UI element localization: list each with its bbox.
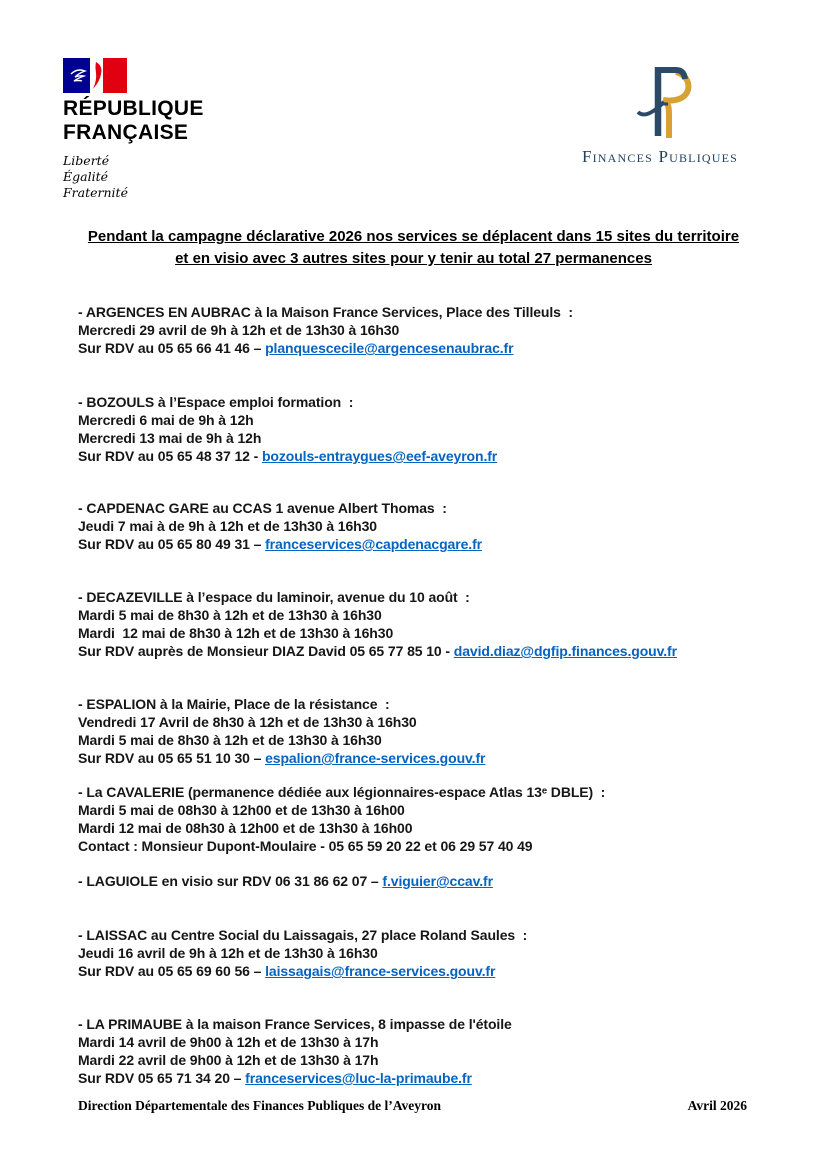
entry-heading: - LAISSAC au Centre Social du Laissagais, 27 place Roland Saules :	[78, 927, 528, 943]
entry-heading: - ARGENCES EN AUBRAC à la Maison France Services, Place des Tilleuls :	[78, 304, 573, 320]
fp-monogram-icon	[628, 60, 692, 140]
motto-fraternite: Fraternité	[63, 185, 128, 200]
entry-schedule-line: Jeudi 16 avril de 9h à 12h et de 13h30 à 16h30	[78, 945, 378, 961]
republique-francaise-logo	[63, 58, 204, 201]
entry-schedule-line: Vendredi 17 Avril de 8h30 à 12h et de 13h30 à 16h30	[78, 714, 417, 730]
entry-heading: - LA PRIMAUBE à la maison France Services, 8 impasse de l'étoile	[78, 1016, 512, 1032]
entry-schedule-line: Mardi 12 mai de 8h30 à 12h et de 13h30 à 16h30	[78, 625, 394, 641]
republique-line1: RÉPUBLIQUE	[63, 97, 204, 120]
entry-la-cavalerie	[78, 783, 757, 855]
entry-contact-line	[78, 962, 757, 980]
entry-schedule-line: Mardi 5 mai de 8h30 à 12h et de 13h30 à 16h30	[78, 732, 382, 748]
entry-schedule-line: Mercredi 6 mai de 9h à 12h	[78, 412, 254, 428]
entry-laguiole	[78, 872, 757, 890]
entry-heading: - La CAVALERIE (permanence dédiée aux légionnaires-espace Atlas 13ᵉ DBLE) :	[78, 784, 606, 800]
contact-text: Sur RDV auprès de Monsieur DIAZ David 05 65 77 85 10 -	[78, 643, 454, 659]
finances-publiques-logo	[565, 60, 755, 167]
email-link-capdenac[interactable]: franceservices@capdenacgare.fr	[265, 536, 482, 552]
entry-argences-en-aubrac	[78, 303, 757, 357]
entry-heading: - ESPALION à la Mairie, Place de la résistance :	[78, 696, 390, 712]
french-flag-icon	[63, 58, 127, 93]
motto	[63, 153, 204, 201]
fp-wordmark: Finances Publiques	[581, 147, 739, 166]
email-link-laissac[interactable]: laissagais@france-services.gouv.fr	[265, 963, 496, 979]
contact-text: Sur RDV au 05 65 48 37 12 -	[78, 448, 262, 464]
email-link-decazeville[interactable]: david.diaz@dgfip.finances.gouv.fr	[453, 643, 677, 659]
contact-text: Sur RDV au 05 65 51 10 30 –	[78, 750, 266, 766]
email-link-laguiole[interactable]: f.viguier@ccav.fr	[382, 873, 493, 889]
entry-schedule-line: Mardi 5 mai de 08h30 à 12h00 et de 13h30 à 16h00	[78, 802, 405, 818]
entry-contact-line	[78, 642, 757, 660]
footer-date: Avril 2026	[687, 1098, 747, 1113]
email-link-espalion[interactable]: espalion@france-services.gouv.fr	[265, 750, 486, 766]
contact-text: - LAGUIOLE en visio sur RDV 06 31 86 62 07 –	[78, 873, 383, 889]
footer-direction: Direction Départementale des Finances Publiques de l’Aveyron	[78, 1098, 441, 1113]
entry-contact-line	[78, 339, 757, 357]
entry-bozouls	[78, 393, 757, 465]
entry-schedule-line: Mardi 5 mai de 8h30 à 12h et de 13h30 à 16h30	[78, 607, 382, 623]
entry-heading: - BOZOULS à l’Espace emploi formation :	[78, 394, 354, 410]
entry-schedule-line: Mardi 12 mai de 08h30 à 12h00 et de 13h30 à 16h00	[78, 820, 413, 836]
permanences-list	[0, 303, 827, 1087]
campaign-title-line2: et en visio avec 3 autres sites pour y tenir au total 27 permanences	[175, 250, 652, 267]
campaign-title	[70, 226, 757, 270]
entry-heading: - CAPDENAC GARE au CCAS 1 avenue Albert Thomas :	[78, 500, 447, 516]
entry-schedule-line: Jeudi 7 mai à de 9h à 12h et de 13h30 à 16h30	[78, 518, 377, 534]
page-header	[0, 0, 827, 200]
motto-egalite: Égalité	[63, 169, 108, 184]
entry-contact-line	[78, 1069, 757, 1087]
entry-laissac	[78, 926, 757, 980]
contact-text: Sur RDV au 05 65 69 60 56 –	[78, 963, 266, 979]
email-link-argences[interactable]: planquescecile@argencesenaubrac.fr	[265, 340, 514, 356]
campaign-title-line1: Pendant la campagne déclarative 2026 nos services se déplacent dans 15 sites du territoire	[87, 228, 740, 245]
entry-contact-line	[78, 447, 757, 465]
entry-capdenac-gare	[78, 499, 757, 553]
contact-text: Sur RDV au 05 65 66 41 46 –	[78, 340, 266, 356]
entry-contact-line	[78, 872, 757, 890]
republique-line2: FRANÇAISE	[63, 121, 189, 144]
entry-la-primaube	[78, 1015, 757, 1087]
motto-liberte: Liberté	[63, 153, 110, 168]
entry-schedule-line: Mercredi 13 mai de 9h à 12h	[78, 430, 262, 446]
contact-text: Sur RDV au 05 65 80 49 31 –	[78, 536, 266, 552]
entry-heading: - DECAZEVILLE à l’espace du laminoir, avenue du 10 août :	[78, 589, 470, 605]
entry-schedule-line: Mardi 14 avril de 9h00 à 12h et de 13h30 à 17h	[78, 1034, 379, 1050]
contact-text: Sur RDV 05 65 71 34 20 –	[78, 1070, 246, 1086]
email-link-bozouls[interactable]: bozouls-entraygues@eef-aveyron.fr	[261, 448, 498, 464]
entry-espalion	[78, 695, 757, 767]
entry-schedule-line: Mardi 22 avril de 9h00 à 12h et de 13h30 à 17h	[78, 1052, 379, 1068]
entry-contact-line	[78, 749, 757, 767]
page-footer	[78, 1098, 747, 1114]
email-link-primaube[interactable]: franceservices@luc-la-primaube.fr	[245, 1070, 472, 1086]
entry-decazeville	[78, 588, 757, 660]
entry-contact-line: Contact : Monsieur Dupont-Moulaire - 05 65 59 20 22 et 06 29 57 40 49	[78, 838, 533, 854]
entry-schedule-line: Mercredi 29 avril de 9h à 12h et de 13h30 à 16h30	[78, 322, 400, 338]
entry-contact-line	[78, 535, 757, 553]
